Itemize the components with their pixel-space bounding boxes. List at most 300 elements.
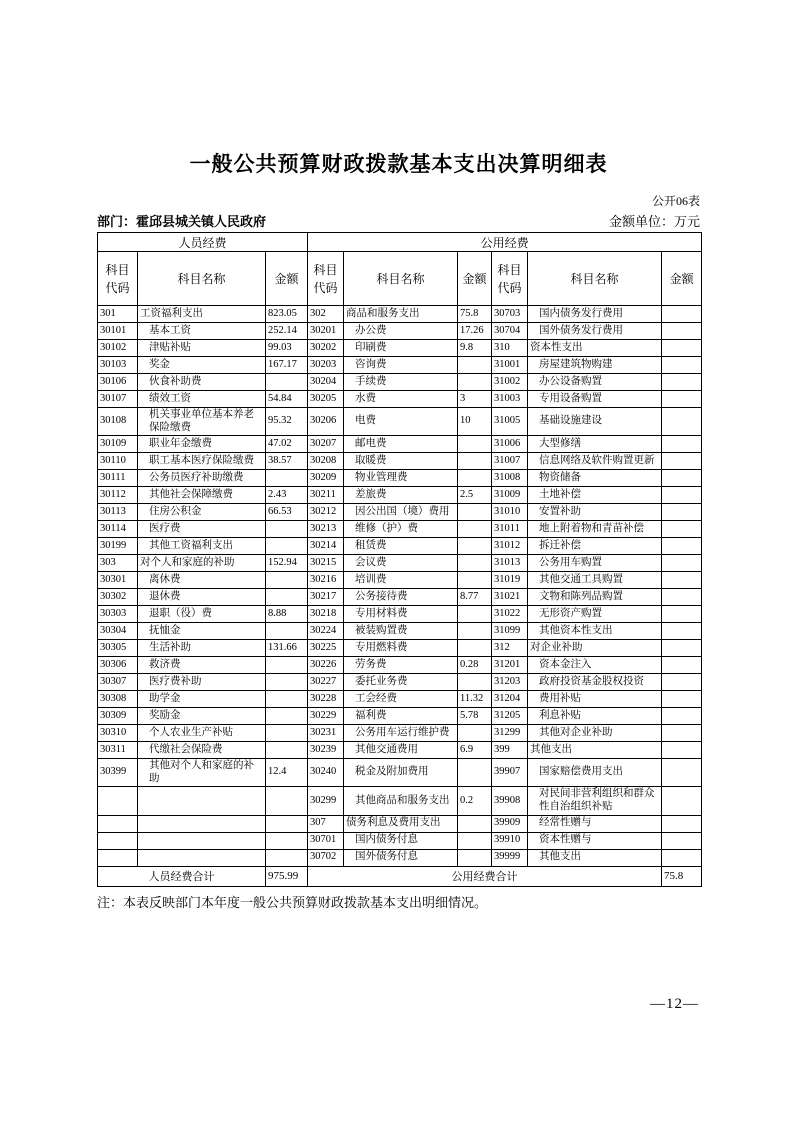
amount-cell: 11.32 (458, 691, 492, 708)
table-row (98, 538, 702, 555)
amount-cell (458, 374, 492, 391)
column-header-subject-name: 科目名称 (138, 252, 266, 306)
amount-cell (458, 572, 492, 589)
amount-cell (458, 623, 492, 640)
subject-code-cell: 31005 (492, 408, 528, 436)
amount-cell (662, 623, 702, 640)
budget-table (97, 232, 702, 887)
subject-name-cell (138, 849, 266, 866)
amount-cell (458, 521, 492, 538)
subject-code-cell: 30213 (308, 521, 344, 538)
subject-code-cell: 39908 (492, 787, 528, 815)
amount-cell: 252.14 (266, 323, 308, 340)
subject-name-cell: 职业年金缴费 (138, 436, 266, 453)
amount-cell: 8.77 (458, 589, 492, 606)
subject-name-cell: 基础设施建设 (528, 408, 662, 436)
table-row (98, 408, 702, 436)
column-header-subject-code: 科目代码 (98, 252, 138, 306)
subject-code-cell: 31001 (492, 357, 528, 374)
table-row (98, 453, 702, 470)
subject-code-cell: 30228 (308, 691, 344, 708)
subject-code-cell: 30204 (308, 374, 344, 391)
subject-name-cell: 医疗费 (138, 521, 266, 538)
amount-cell: 2.43 (266, 487, 308, 504)
subject-code-cell: 310 (492, 340, 528, 357)
table-row (98, 340, 702, 357)
public-total-label: 公用经费合计 (308, 866, 662, 886)
subject-name-cell: 福利费 (344, 708, 458, 725)
subject-name-cell: 拆迁补偿 (528, 538, 662, 555)
subject-code-cell: 301 (98, 306, 138, 323)
subject-name-cell: 专用设备购置 (528, 391, 662, 408)
subject-name-cell: 助学金 (138, 691, 266, 708)
subject-code-cell (98, 849, 138, 866)
amount-cell (458, 436, 492, 453)
column-header-row (98, 252, 702, 306)
subject-name-cell: 退职（役）费 (138, 606, 266, 623)
subject-code-cell: 31006 (492, 436, 528, 453)
amount-cell (662, 742, 702, 759)
amount-cell: 0.2 (458, 787, 492, 815)
amount-cell (662, 470, 702, 487)
subject-name-cell: 培训费 (344, 572, 458, 589)
amount-cell (458, 674, 492, 691)
subject-name-cell: 大型修缮 (528, 436, 662, 453)
table-body (98, 306, 702, 867)
subject-code-cell: 30701 (308, 832, 344, 849)
subject-code-cell: 30229 (308, 708, 344, 725)
amount-cell (266, 815, 308, 832)
amount-cell (662, 538, 702, 555)
table-row (98, 742, 702, 759)
column-header-subject-name: 科目名称 (344, 252, 458, 306)
subject-code-cell: 30309 (98, 708, 138, 725)
amount-cell (662, 725, 702, 742)
amount-cell (662, 832, 702, 849)
subject-name-cell: 国内债务付息 (344, 832, 458, 849)
table-row (98, 521, 702, 538)
table-row (98, 470, 702, 487)
subject-code-cell: 31002 (492, 374, 528, 391)
subject-name-cell: 职工基本医疗保险缴费 (138, 453, 266, 470)
amount-cell: 152.94 (266, 555, 308, 572)
amount-cell: 2.5 (458, 487, 492, 504)
subject-code-cell: 30224 (308, 623, 344, 640)
amount-cell (266, 470, 308, 487)
amount-cell (266, 374, 308, 391)
subject-name-cell: 委托业务费 (344, 674, 458, 691)
subject-code-cell: 31011 (492, 521, 528, 538)
table-row (98, 759, 702, 787)
subject-name-cell: 绩效工资 (138, 391, 266, 408)
amount-cell (458, 849, 492, 866)
subject-code-cell: 30218 (308, 606, 344, 623)
subject-name-cell: 劳务费 (344, 657, 458, 674)
amount-cell (458, 815, 492, 832)
subject-name-cell: 租赁费 (344, 538, 458, 555)
subject-code-cell: 30206 (308, 408, 344, 436)
meta-row (97, 211, 700, 230)
subject-name-cell: 物业管理费 (344, 470, 458, 487)
subject-code-cell: 312 (492, 640, 528, 657)
subject-code-cell: 31008 (492, 470, 528, 487)
subject-code-cell: 30307 (98, 674, 138, 691)
subject-code-cell: 30114 (98, 521, 138, 538)
subject-code-cell: 30239 (308, 742, 344, 759)
amount-cell: 38.57 (266, 453, 308, 470)
table-code-label: 公开06表 (651, 194, 700, 208)
subject-name-cell: 公务接待费 (344, 589, 458, 606)
subject-code-cell: 31099 (492, 623, 528, 640)
subject-name-cell: 机关事业单位基本养老保险缴费 (138, 408, 266, 436)
amount-cell (458, 725, 492, 742)
subject-name-cell: 资本金注入 (528, 657, 662, 674)
subject-code-cell: 30203 (308, 357, 344, 374)
subject-name-cell: 资本性支出 (528, 340, 662, 357)
amount-cell (266, 538, 308, 555)
subject-code-cell: 31022 (492, 606, 528, 623)
amount-cell (662, 657, 702, 674)
subject-code-cell: 31205 (492, 708, 528, 725)
subject-code-cell: 30202 (308, 340, 344, 357)
subject-code-cell: 30102 (98, 340, 138, 357)
page-number: —12— (650, 996, 699, 1012)
amount-cell (458, 832, 492, 849)
table-row (98, 323, 702, 340)
subject-name-cell (138, 815, 266, 832)
table-row (98, 640, 702, 657)
amount-cell: 99.03 (266, 340, 308, 357)
table-note: 注：本表反映部门本年度一般公共预算财政拨款基本支出明细情况。 (97, 894, 488, 910)
amount-cell (662, 340, 702, 357)
amount-cell: 66.53 (266, 504, 308, 521)
subject-name-cell: 对民间非营利组织和群众性自治组织补贴 (528, 787, 662, 815)
table-row (98, 391, 702, 408)
subject-name-cell: 国外债务发行费用 (528, 323, 662, 340)
subject-name-cell: 基本工资 (138, 323, 266, 340)
subject-code-cell: 31013 (492, 555, 528, 572)
subject-code-cell: 39907 (492, 759, 528, 787)
table-row (98, 708, 702, 725)
column-header-subject-code: 科目代码 (308, 252, 344, 306)
subject-name-cell: 经常性赠与 (528, 815, 662, 832)
subject-code-cell: 302 (308, 306, 344, 323)
group-header-personnel: 人员经费 (98, 233, 308, 252)
subject-code-cell: 307 (308, 815, 344, 832)
subject-code-cell: 30310 (98, 725, 138, 742)
subject-name-cell: 专用材料费 (344, 606, 458, 623)
subject-name-cell: 国内债务发行费用 (528, 306, 662, 323)
personnel-total-value: 975.99 (266, 866, 308, 886)
table-row (98, 374, 702, 391)
subject-name-cell: 抚恤金 (138, 623, 266, 640)
amount-cell: 167.17 (266, 357, 308, 374)
amount-cell (266, 832, 308, 849)
subject-code-cell: 30305 (98, 640, 138, 657)
amount-cell (662, 759, 702, 787)
amount-cell (662, 323, 702, 340)
amount-cell (458, 453, 492, 470)
amount-cell: 47.02 (266, 436, 308, 453)
amount-cell (266, 623, 308, 640)
subject-code-cell: 31007 (492, 453, 528, 470)
subject-name-cell: 奖励金 (138, 708, 266, 725)
column-header-amount: 金额 (266, 252, 308, 306)
subject-name-cell: 水费 (344, 391, 458, 408)
subject-code-cell: 30109 (98, 436, 138, 453)
subject-name-cell: 维修（护）费 (344, 521, 458, 538)
subject-code-cell: 30215 (308, 555, 344, 572)
subject-name-cell: 救济费 (138, 657, 266, 674)
subject-code-cell: 30231 (308, 725, 344, 742)
subject-code-cell: 30227 (308, 674, 344, 691)
amount-cell: 823.05 (266, 306, 308, 323)
subject-code-cell: 30209 (308, 470, 344, 487)
table-row (98, 691, 702, 708)
column-header-subject-code: 科目代码 (492, 252, 528, 306)
group-header-row (98, 233, 702, 252)
amount-cell (458, 504, 492, 521)
subject-name-cell: 离休费 (138, 572, 266, 589)
subject-code-cell: 30106 (98, 374, 138, 391)
subject-code-cell (98, 787, 138, 815)
subject-code-cell: 39910 (492, 832, 528, 849)
subject-name-cell: 债务利息及费用支出 (344, 815, 458, 832)
amount-cell (662, 374, 702, 391)
subject-name-cell: 代缴社会保险费 (138, 742, 266, 759)
amount-cell: 10 (458, 408, 492, 436)
subject-name-cell: 奖金 (138, 357, 266, 374)
amount-cell (662, 572, 702, 589)
subject-code-cell: 30702 (308, 849, 344, 866)
amount-cell (458, 470, 492, 487)
amount-cell (458, 640, 492, 657)
subject-code-cell: 31003 (492, 391, 528, 408)
subject-code-cell: 30201 (308, 323, 344, 340)
amount-cell (662, 504, 702, 521)
amount-cell (266, 657, 308, 674)
subject-name-cell: 信息网络及软件购置更新 (528, 453, 662, 470)
amount-cell (662, 640, 702, 657)
subject-code-cell: 399 (492, 742, 528, 759)
amount-cell: 9.8 (458, 340, 492, 357)
subject-code-cell: 31021 (492, 589, 528, 606)
subject-name-cell: 对个人和家庭的补助 (138, 555, 266, 572)
subject-name-cell: 医疗费补助 (138, 674, 266, 691)
subject-name-cell: 资本性赠与 (528, 832, 662, 849)
subject-name-cell: 地上附着物和青苗补偿 (528, 521, 662, 538)
subject-code-cell: 30108 (98, 408, 138, 436)
amount-cell (662, 357, 702, 374)
subject-code-cell: 31299 (492, 725, 528, 742)
amount-cell (662, 453, 702, 470)
subject-name-cell: 商品和服务支出 (344, 306, 458, 323)
amount-cell (458, 555, 492, 572)
subject-code-cell: 30214 (308, 538, 344, 555)
subject-code-cell: 31010 (492, 504, 528, 521)
subject-code-cell: 31009 (492, 487, 528, 504)
totals-row (98, 866, 702, 886)
subject-name-cell: 个人农业生产补贴 (138, 725, 266, 742)
subject-code-cell: 30306 (98, 657, 138, 674)
subject-code-cell: 30301 (98, 572, 138, 589)
subject-name-cell: 其他社会保障缴费 (138, 487, 266, 504)
subject-code-cell: 30113 (98, 504, 138, 521)
table-row (98, 504, 702, 521)
subject-name-cell: 印刷费 (344, 340, 458, 357)
subject-name-cell: 其他工资福利支出 (138, 538, 266, 555)
subject-code-cell: 30311 (98, 742, 138, 759)
amount-cell (266, 742, 308, 759)
amount-cell (662, 708, 702, 725)
amount-cell (662, 306, 702, 323)
amount-cell (662, 391, 702, 408)
amount-cell: 75.8 (458, 306, 492, 323)
amount-unit-label: 金额单位：万元 (608, 214, 700, 229)
personnel-total-label: 人员经费合计 (98, 866, 266, 886)
subject-code-cell: 30207 (308, 436, 344, 453)
subject-code-cell: 30302 (98, 589, 138, 606)
subject-code-cell: 31201 (492, 657, 528, 674)
amount-cell (662, 555, 702, 572)
subject-name-cell: 取暖费 (344, 453, 458, 470)
subject-code-cell: 30211 (308, 487, 344, 504)
subject-name-cell (138, 832, 266, 849)
amount-cell (266, 708, 308, 725)
amount-cell (266, 589, 308, 606)
amount-cell (662, 691, 702, 708)
subject-name-cell: 物资储备 (528, 470, 662, 487)
subject-name-cell: 费用补贴 (528, 691, 662, 708)
subject-name-cell: 其他商品和服务支出 (344, 787, 458, 815)
table-row (98, 787, 702, 815)
subject-name-cell: 办公费 (344, 323, 458, 340)
amount-cell (662, 849, 702, 866)
amount-cell: 12.4 (266, 759, 308, 787)
table-row (98, 657, 702, 674)
table-row (98, 487, 702, 504)
subject-name-cell: 公务用车购置 (528, 555, 662, 572)
amount-cell: 95.32 (266, 408, 308, 436)
public-total-value: 75.8 (662, 866, 702, 886)
amount-cell: 17.26 (458, 323, 492, 340)
amount-cell (458, 538, 492, 555)
subject-name-cell: 政府投资基金股权投资 (528, 674, 662, 691)
subject-name-cell: 国外债务付息 (344, 849, 458, 866)
subject-code-cell: 30226 (308, 657, 344, 674)
subject-code-cell: 30103 (98, 357, 138, 374)
subject-code-cell: 39909 (492, 815, 528, 832)
table-row (98, 589, 702, 606)
amount-cell: 0.28 (458, 657, 492, 674)
subject-name-cell: 利息补贴 (528, 708, 662, 725)
subject-name-cell: 伙食补助费 (138, 374, 266, 391)
subject-name-cell: 办公设备购置 (528, 374, 662, 391)
amount-cell (662, 674, 702, 691)
subject-name-cell: 邮电费 (344, 436, 458, 453)
subject-code-cell: 30704 (492, 323, 528, 340)
subject-name-cell: 差旅费 (344, 487, 458, 504)
subject-code-cell: 30112 (98, 487, 138, 504)
subject-name-cell: 因公出国（境）费用 (344, 504, 458, 521)
subject-name-cell: 手续费 (344, 374, 458, 391)
amount-cell: 6.9 (458, 742, 492, 759)
amount-cell (458, 759, 492, 787)
table-row (98, 572, 702, 589)
amount-cell (266, 849, 308, 866)
subject-code-cell: 30212 (308, 504, 344, 521)
subject-name-cell: 退休费 (138, 589, 266, 606)
subject-name-cell: 公务用车运行维护费 (344, 725, 458, 742)
subject-name-cell: 国家赔偿费用支出 (528, 759, 662, 787)
table-row (98, 725, 702, 742)
table-row (98, 357, 702, 374)
subject-name-cell: 津贴补贴 (138, 340, 266, 357)
table-row (98, 606, 702, 623)
subject-name-cell: 会议费 (344, 555, 458, 572)
amount-cell: 54.84 (266, 391, 308, 408)
subject-code-cell: 30216 (308, 572, 344, 589)
table-row (98, 849, 702, 866)
subject-code-cell: 30303 (98, 606, 138, 623)
subject-code-cell: 30703 (492, 306, 528, 323)
subject-name-cell: 咨询费 (344, 357, 458, 374)
subject-name-cell: 其他对企业补助 (528, 725, 662, 742)
amount-cell (266, 572, 308, 589)
subject-name-cell: 其他支出 (528, 742, 662, 759)
subject-name-cell: 生活补助 (138, 640, 266, 657)
subject-code-cell: 30199 (98, 538, 138, 555)
column-header-subject-name: 科目名称 (528, 252, 662, 306)
subject-code-cell: 30111 (98, 470, 138, 487)
department-label: 部门：霍邱县城关镇人民政府 (97, 214, 267, 229)
subject-name-cell: 其他交通费用 (344, 742, 458, 759)
subject-code-cell: 30101 (98, 323, 138, 340)
subject-code-cell: 31204 (492, 691, 528, 708)
amount-cell (266, 691, 308, 708)
subject-name-cell: 其他资本性支出 (528, 623, 662, 640)
amount-cell (662, 436, 702, 453)
subject-name-cell: 电费 (344, 408, 458, 436)
subject-name-cell: 无形资产购置 (528, 606, 662, 623)
subject-code-cell: 30240 (308, 759, 344, 787)
amount-cell (662, 487, 702, 504)
subject-name-cell: 其他对个人和家庭的补助 (138, 759, 266, 787)
subject-name-cell: 其他支出 (528, 849, 662, 866)
subject-name-cell: 对企业补助 (528, 640, 662, 657)
amount-cell (662, 606, 702, 623)
subject-code-cell (98, 832, 138, 849)
subject-name-cell: 安置补助 (528, 504, 662, 521)
subject-code-cell: 31203 (492, 674, 528, 691)
subject-code-cell: 30110 (98, 453, 138, 470)
amount-cell (662, 787, 702, 815)
amount-cell (266, 725, 308, 742)
subject-code-cell: 31012 (492, 538, 528, 555)
amount-cell (266, 787, 308, 815)
amount-cell (662, 815, 702, 832)
document-content (0, 148, 793, 911)
subject-code-cell: 30205 (308, 391, 344, 408)
column-header-amount: 金额 (662, 252, 702, 306)
subject-name-cell: 专用燃料费 (344, 640, 458, 657)
amount-cell (662, 589, 702, 606)
table-row (98, 674, 702, 691)
amount-cell (266, 674, 308, 691)
subject-name-cell: 其他交通工具购置 (528, 572, 662, 589)
subject-code-cell: 30308 (98, 691, 138, 708)
amount-cell (662, 521, 702, 538)
